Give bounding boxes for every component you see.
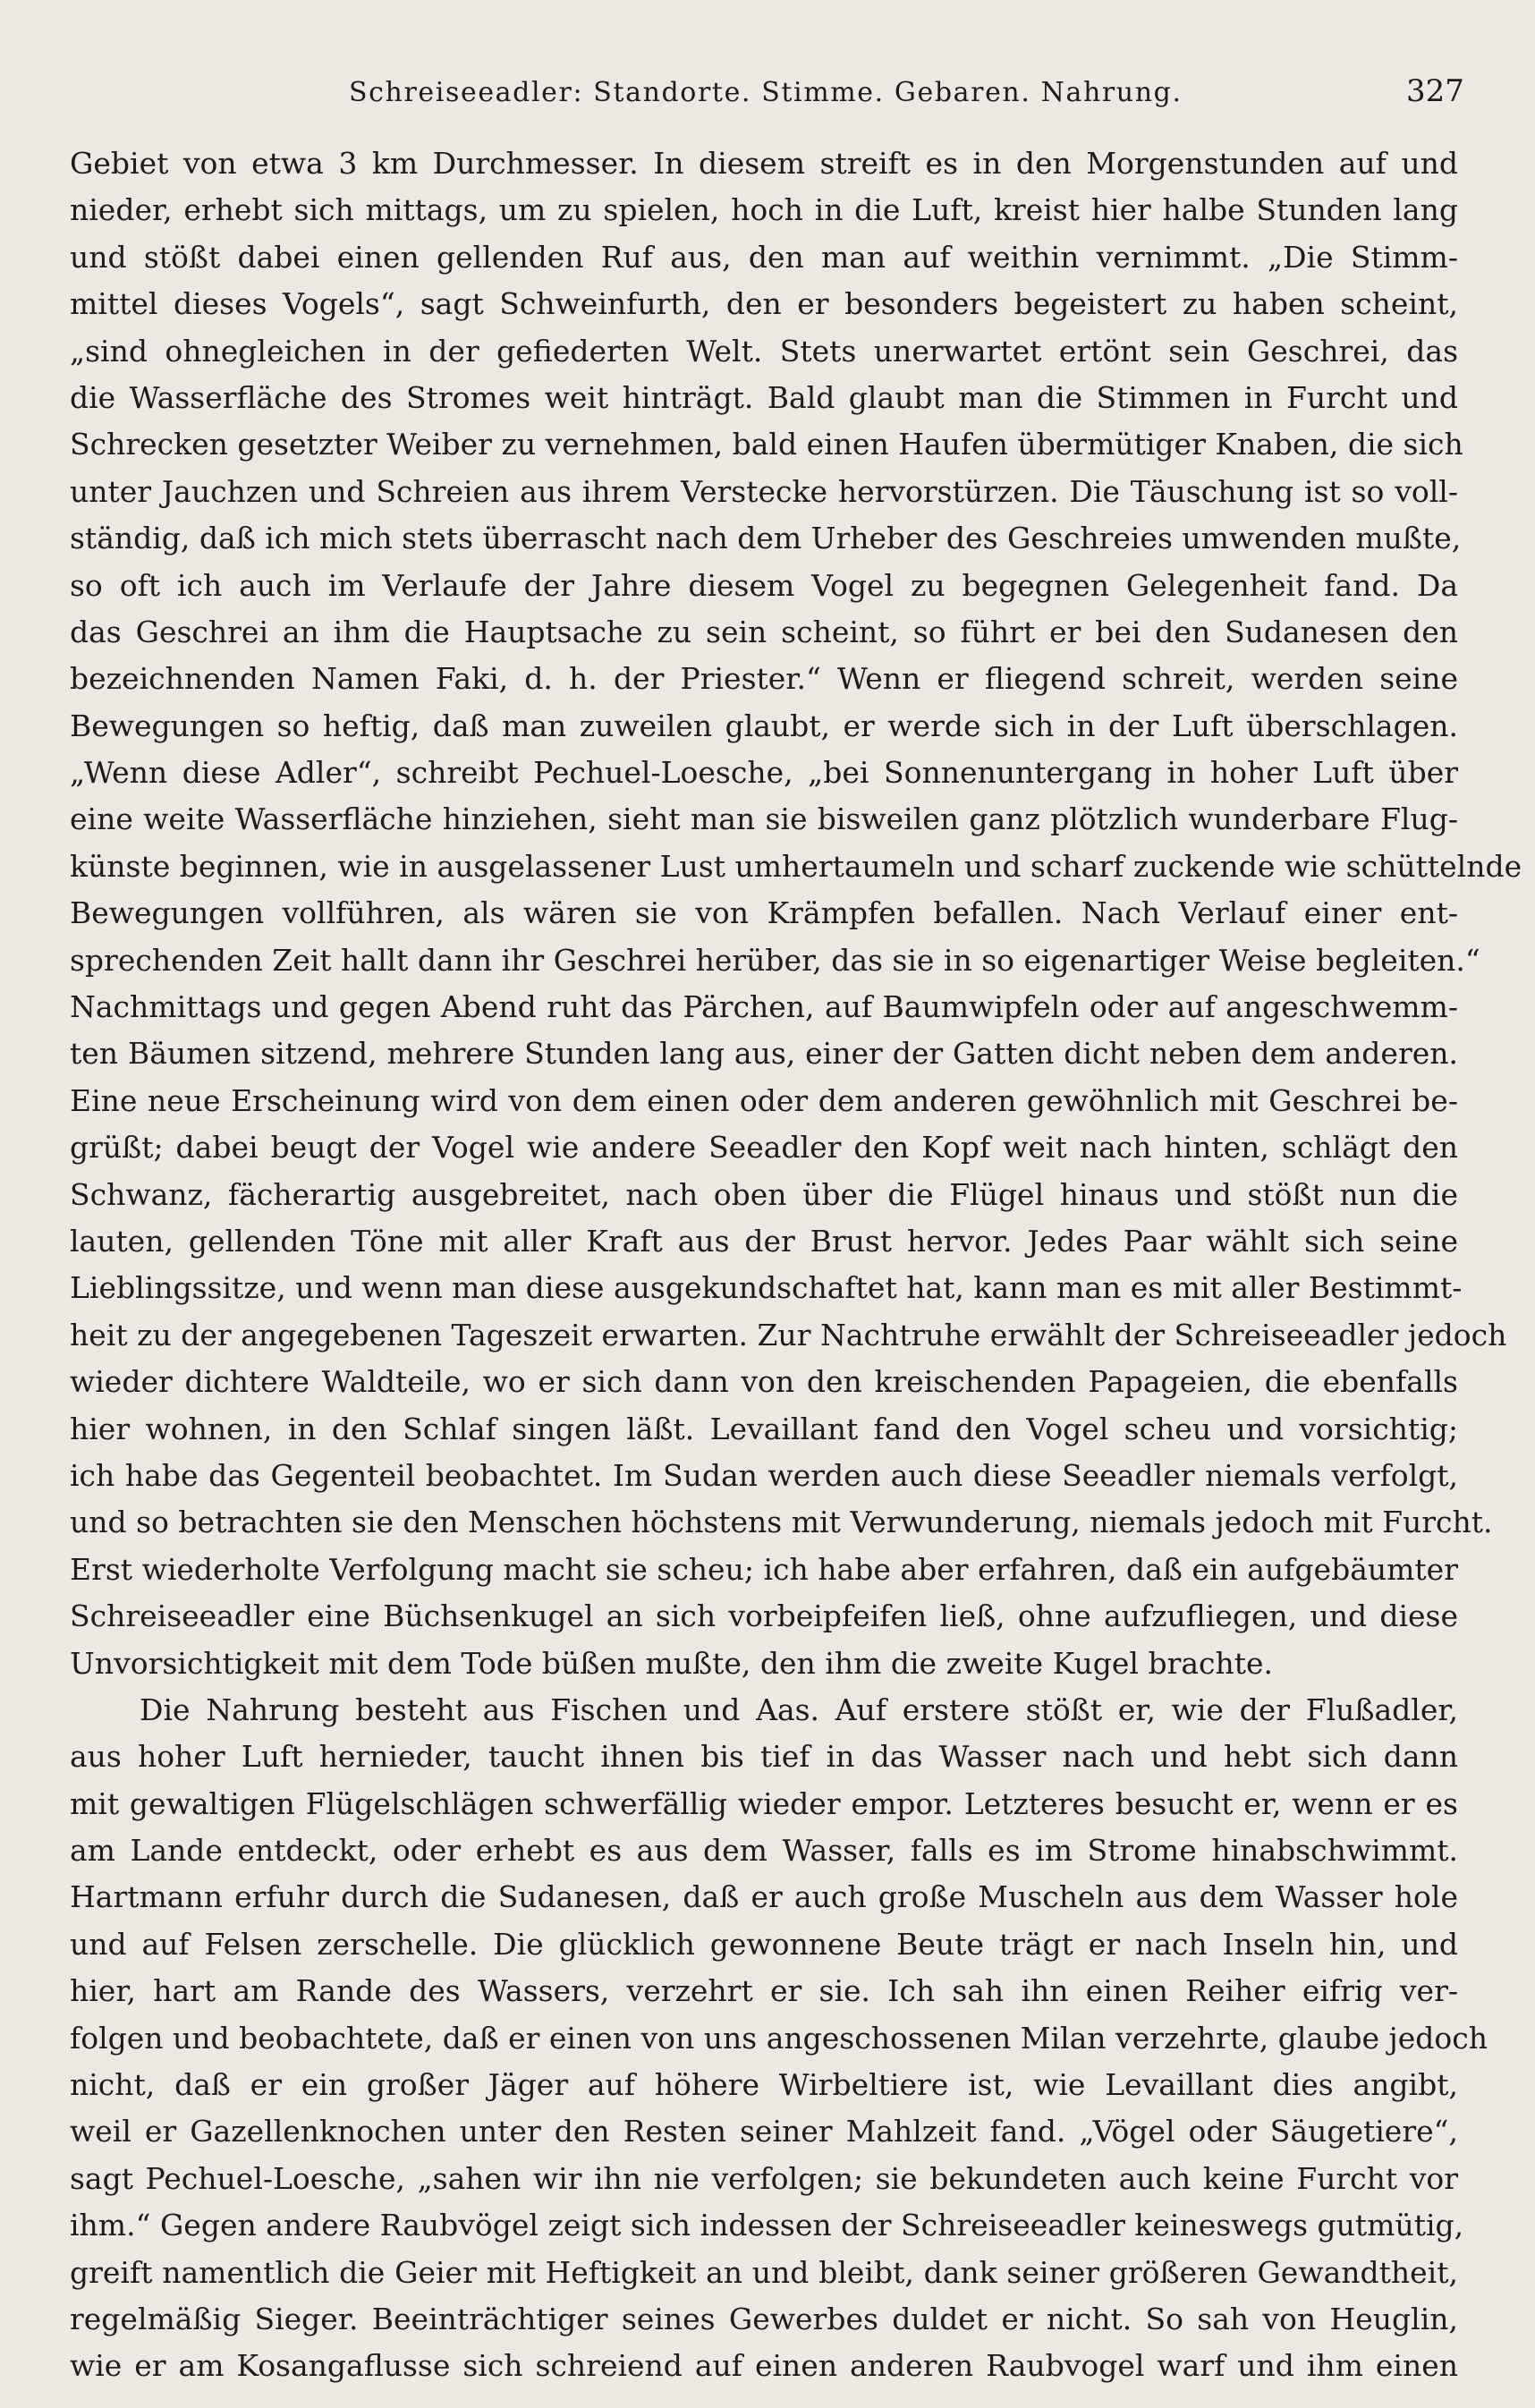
- text-line: Nachmittags und gegen Abend ruht das Pärchen, auf Baumwipfeln oder auf angeschwemm-: [70, 989, 1458, 1025]
- text-line: „Wenn diese Adler“, schreibt Pechuel-Loesche, „bei Sonnenuntergang in hoher Luft über: [70, 755, 1458, 791]
- text-line: hier wohnen, in den Schlaf singen läßt. Levaillant fand den Vogel scheu und vorsichtig;: [70, 1411, 1458, 1446]
- text-line: weil er Gazellenknochen unter den Resten seiner Mahlzeit fand. „Vögel oder Säugetiere“,: [70, 2114, 1458, 2149]
- text-line: „sind ohnegleichen in der gefiederten Welt. Stets unerwartet ertönt sein Geschrei, das: [70, 333, 1458, 369]
- text-line: Gebiet von etwa 3 km Durchmesser. In diesem streift es in den Morgenstunden auf und: [70, 146, 1458, 181]
- text-line: Hartmann erfuhr durch die Sudanesen, daß er auch große Muscheln aus dem Wasser hole: [70, 1879, 1458, 1915]
- text-line: Die Nahrung besteht aus Fischen und Aas. Auf erstere stößt er, wie der Flußadler,: [140, 1692, 1458, 1727]
- body-text: [70, 140, 1522, 2390]
- text-line: am Lande entdeckt, oder erhebt es aus dem Wasser, falls es im Strome hinabschwimmt.: [70, 1833, 1458, 1869]
- text-line: greift namentlich die Geier mit Heftigkeit an und bleibt, dank seiner größeren Gewandtheit,: [70, 2254, 1458, 2290]
- text-line: wie er am Kosangaflusse sich schreiend auf einen anderen Raubvogel warf und ihm einen: [70, 2348, 1458, 2384]
- text-line: Lieblingssitze, und wenn man diese ausgekundschaftet hat, kann man es mit aller Bestimmt-: [70, 1270, 1463, 1306]
- text-line: wieder dichtere Waldteile, wo er sich dann von den kreischenden Papageien, die ebenfalls: [70, 1364, 1458, 1400]
- text-line: sprechenden Zeit hallt dann ihr Geschrei herüber, das sie in so eigenartiger Weise begleiten.“: [70, 942, 1480, 978]
- text-line: eine weite Wasserfläche hinziehen, sieht man sie bisweilen ganz plötzlich wunderbare Flug-: [70, 801, 1458, 837]
- text-line: die Wasserfläche des Stromes weit hinträgt. Bald glaubt man die Stimmen in Furcht und: [70, 379, 1458, 415]
- text-line: und so betrachten sie den Menschen höchstens mit Verwunderung, niemals jedoch mit Furcht.: [70, 1505, 1493, 1540]
- text-line: das Geschrei an ihm die Hauptsache zu sein scheint, so führt er bei den Sudanesen den: [70, 614, 1458, 649]
- text-line: Bewegungen vollführen, als wären sie von Krämpfen befallen. Nach Verlauf einer ent-: [70, 895, 1458, 931]
- text-line: mit gewaltigen Flügelschlägen schwerfällig wieder empor. Letzteres besucht er, wenn er es: [70, 1785, 1458, 1821]
- text-line: künste beginnen, wie in ausgelassener Lust umhertaumeln und scharf zuckende wie schüttelnde: [70, 848, 1522, 884]
- text-line: grüßt; dabei beugt der Vogel wie andere Seeadler den Kopf weit nach hinten, schlägt den: [70, 1130, 1458, 1166]
- text-line: hier, hart am Rande des Wassers, verzehrt er sie. Ich sah ihn einen Reiher eifrig ver-: [70, 1973, 1458, 2009]
- text-line: ten Bäumen sitzend, mehrere Stunden lang aus, einer der Gatten dicht neben dem anderen.: [70, 1036, 1458, 1072]
- text-line: nicht, daß er ein großer Jäger auf höhere Wirbeltiere ist, wie Levaillant dies angibt,: [70, 2067, 1458, 2103]
- page-number: 327: [1406, 73, 1464, 109]
- text-line: Unvorsichtigkeit mit dem Tode büßen mußte, den ihm die zweite Kugel brachte.: [70, 1645, 1274, 1681]
- text-line: unter Jauchzen und Schreien aus ihrem Verstecke hervorstürzen. Die Täuschung ist so voll-: [70, 473, 1458, 509]
- text-line: ständig, daß ich mich stets überrascht nach dem Urheber des Geschreies umwenden mußte,: [70, 521, 1462, 556]
- text-line: Schrecken gesetzter Weiber zu vernehmen, bald einen Haufen übermütiger Knaben, die sich: [70, 427, 1463, 462]
- text-line: nieder, erhebt sich mittags, um zu spielen, hoch in die Luft, kreist hier halbe Stunden lang: [70, 192, 1458, 228]
- text-line: Schreiseeadler eine Büchsenkugel an sich vorbeipfeifen ließ, ohne aufzufliegen, und diese: [70, 1598, 1458, 1634]
- text-line: sagt Pechuel-Loesche, „sahen wir ihn nie verfolgen; sie bekundeten auch keine Furcht vor: [70, 2160, 1458, 2196]
- text-line: so oft ich auch im Verlaufe der Jahre diesem Vogel zu begegnen Gelegenheit fand. Da: [70, 567, 1458, 603]
- text-line: folgen und beobachtete, daß er einen von uns angeschossenen Milan verzehrte, glaube jedoch: [70, 2020, 1488, 2056]
- text-line: Bewegungen so heftig, daß man zuweilen glaubt, er werde sich in der Luft überschlagen.: [70, 708, 1458, 743]
- text-line: aus hoher Luft hernieder, taucht ihnen bis tief in das Wasser nach und hebt sich dann: [70, 1739, 1458, 1775]
- text-line: Eine neue Erscheinung wird von dem einen oder dem anderen gewöhnlich mit Geschrei be-: [70, 1082, 1458, 1118]
- text-line: Schwanz, fächerartig ausgebreitet, nach oben über die Flügel hinaus und stößt nun die: [70, 1176, 1458, 1212]
- text-line: regelmäßig Sieger. Beeinträchtiger seines Gewerbes duldet er nicht. So sah von Heuglin,: [70, 2301, 1458, 2336]
- running-header: [0, 73, 1535, 122]
- text-line: bezeichnenden Namen Faki, d. h. der Priester.“ Wenn er fliegend schreit, werden seine: [70, 661, 1458, 697]
- text-line: Erst wiederholte Verfolgung macht sie scheu; ich habe aber erfahren, daß ein aufgebäumter: [70, 1551, 1458, 1587]
- text-line: und auf Felsen zerschelle. Die glücklich gewonnene Beute trägt er nach Inseln hin, und: [70, 1926, 1458, 1962]
- text-line: heit zu der angegebenen Tageszeit erwarten. Zur Nachtruhe erwählt der Schreiseeadler jedoch: [70, 1317, 1507, 1352]
- text-line: ich habe das Gegenteil beobachtet. Im Sudan werden auch diese Seeadler niemals verfolgt,: [70, 1457, 1458, 1493]
- running-title: Schreiseeadler: Standorte. Stimme. Gebaren. Nahrung.: [349, 77, 1183, 108]
- text-line: und stößt dabei einen gellenden Ruf aus, den man auf weithin vernimmt. „Die Stimm-: [70, 239, 1458, 275]
- text-line: mittel dieses Vogels“, sagt Schweinfurth, den er besonders begeistert zu haben scheint,: [70, 286, 1458, 322]
- text-line: ihm.“ Gegen andere Raubvögel zeigt sich indessen der Schreiseeadler keineswegs gutmütig,: [70, 2208, 1464, 2243]
- text-line: lauten, gellenden Töne mit aller Kraft aus der Brust hervor. Jedes Paar wählt sich seine: [70, 1223, 1458, 1259]
